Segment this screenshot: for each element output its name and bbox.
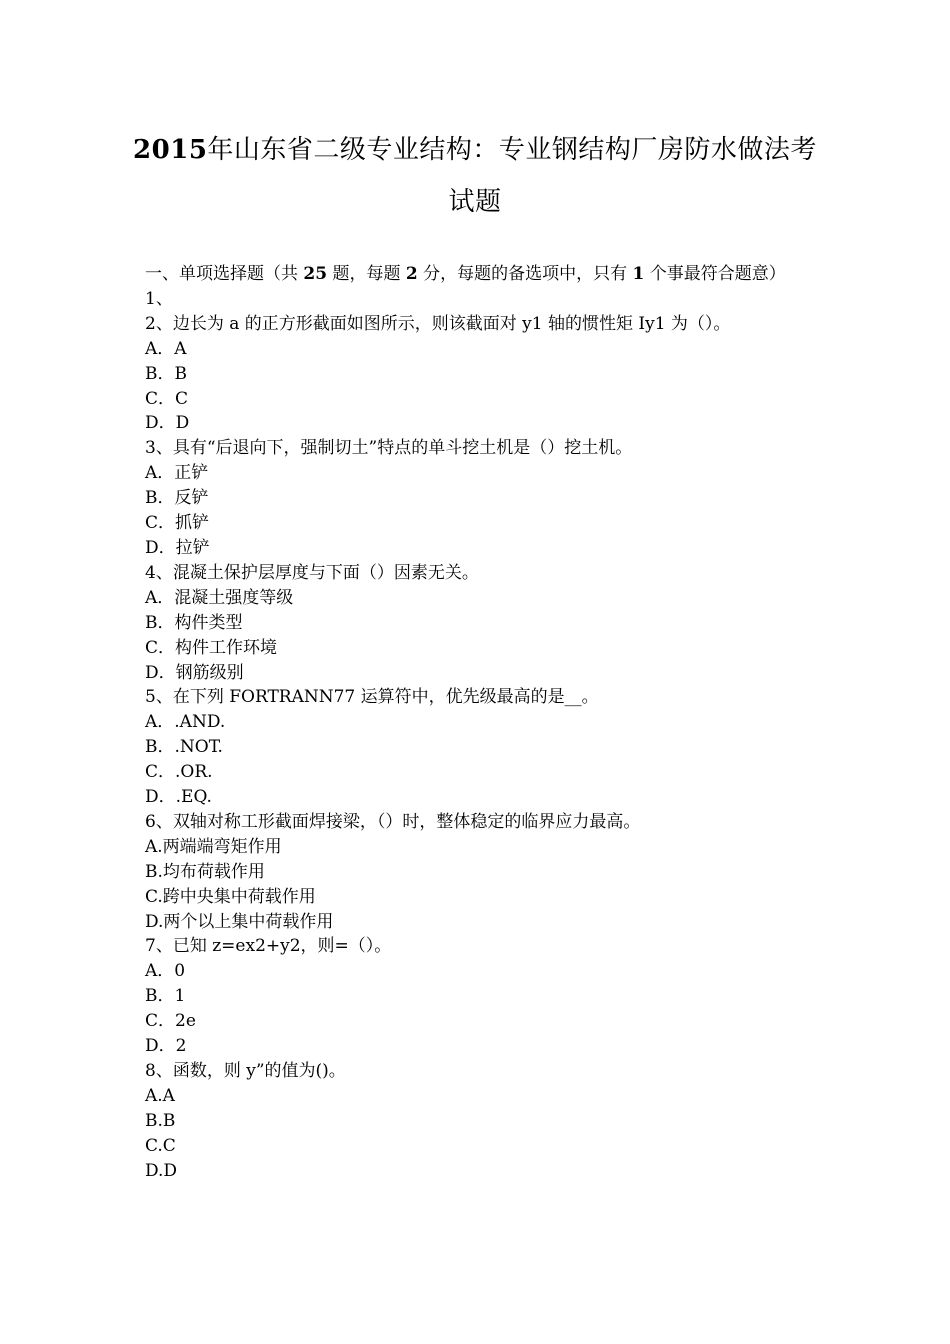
answer-option: B.均布荷载作用 — [145, 861, 265, 882]
answer-option: B．.NOT. — [145, 737, 223, 758]
answer-option: A．混凝土强度等级 — [145, 587, 294, 608]
document-title-line-1 — [100, 134, 850, 166]
answer-option: C．C — [145, 388, 189, 409]
answer-option: C．构件工作环境 — [145, 637, 278, 658]
answer-option: C．2e — [145, 1011, 196, 1032]
answer-option: B.B — [145, 1110, 176, 1131]
answer-option: B．1 — [145, 986, 186, 1007]
question-stem: 5、在下列 FORTRANN77 运算符中，优先级最高的是__。 — [145, 687, 599, 708]
answer-option: C.跨中央集中荷载作用 — [145, 886, 316, 907]
section-heading-text: 个事最符合题意） — [644, 264, 786, 284]
question-stem: 8、函数，则 y”的值为()。 — [145, 1061, 346, 1081]
question-stem: 4、混凝土保护层厚度与下面（）因素无关。 — [145, 562, 479, 583]
section-heading-text: 一、单项选择题（共 — [145, 264, 304, 284]
question-stem: 7、已知 z=ex2+y2，则=（）。 — [145, 936, 392, 957]
answer-option: A．A — [145, 338, 187, 359]
answer-option: A.两端端弯矩作用 — [145, 836, 282, 857]
answer-option: C.C — [145, 1135, 176, 1156]
title-text: 年山东省二级专业结构：专业钢结构厂房防水做法考 — [207, 135, 817, 165]
question-stem: 1、 — [145, 288, 173, 309]
section-heading — [145, 262, 810, 287]
question-score: 2 — [405, 264, 418, 284]
question-list — [145, 287, 810, 1184]
answer-option: D．2 — [145, 1036, 187, 1057]
answer-option: B．构件类型 — [145, 612, 243, 633]
question-stem: 3、具有“后退向下，强制切土”特点的单斗挖土机是（）挖土机。 — [145, 438, 633, 459]
answer-option: B．B — [145, 363, 187, 384]
answer-option: A．0 — [145, 961, 186, 982]
answer-option: A．.AND. — [145, 712, 226, 733]
answer-option: D.D — [145, 1160, 178, 1181]
section-heading-text: 分，每题的备选项中，只有 — [417, 264, 633, 284]
document-title-line-2: 试题 — [448, 187, 502, 217]
question-stem: 2、边长为 a 的正方形截面如图所示，则该截面对 y1 轴的惯性矩 Iy1 为（）。 — [145, 313, 731, 334]
answer-option: D．拉铲 — [145, 537, 210, 558]
question-body — [145, 262, 810, 1184]
answer-option: D.两个以上集中荷载作用 — [145, 911, 334, 932]
title-year: 2015 — [133, 135, 208, 165]
answer-option: B．反铲 — [145, 488, 209, 509]
question-stem: 6、双轴对称工形截面焊接梁，（）时，整体稳定的临界应力最高。 — [145, 811, 641, 832]
answer-option: D．D — [145, 413, 190, 434]
answer-count: 1 — [632, 264, 645, 284]
answer-option: A.A — [145, 1085, 175, 1106]
question-count: 25 — [303, 264, 328, 284]
answer-option: A．正铲 — [145, 463, 209, 484]
answer-option: C．.OR. — [145, 762, 213, 783]
section-heading-text: 题，每题 — [327, 264, 406, 284]
answer-option: D．钢筋级别 — [145, 662, 244, 683]
answer-option: C．抓铲 — [145, 513, 210, 534]
answer-option: D．.EQ. — [145, 787, 212, 808]
